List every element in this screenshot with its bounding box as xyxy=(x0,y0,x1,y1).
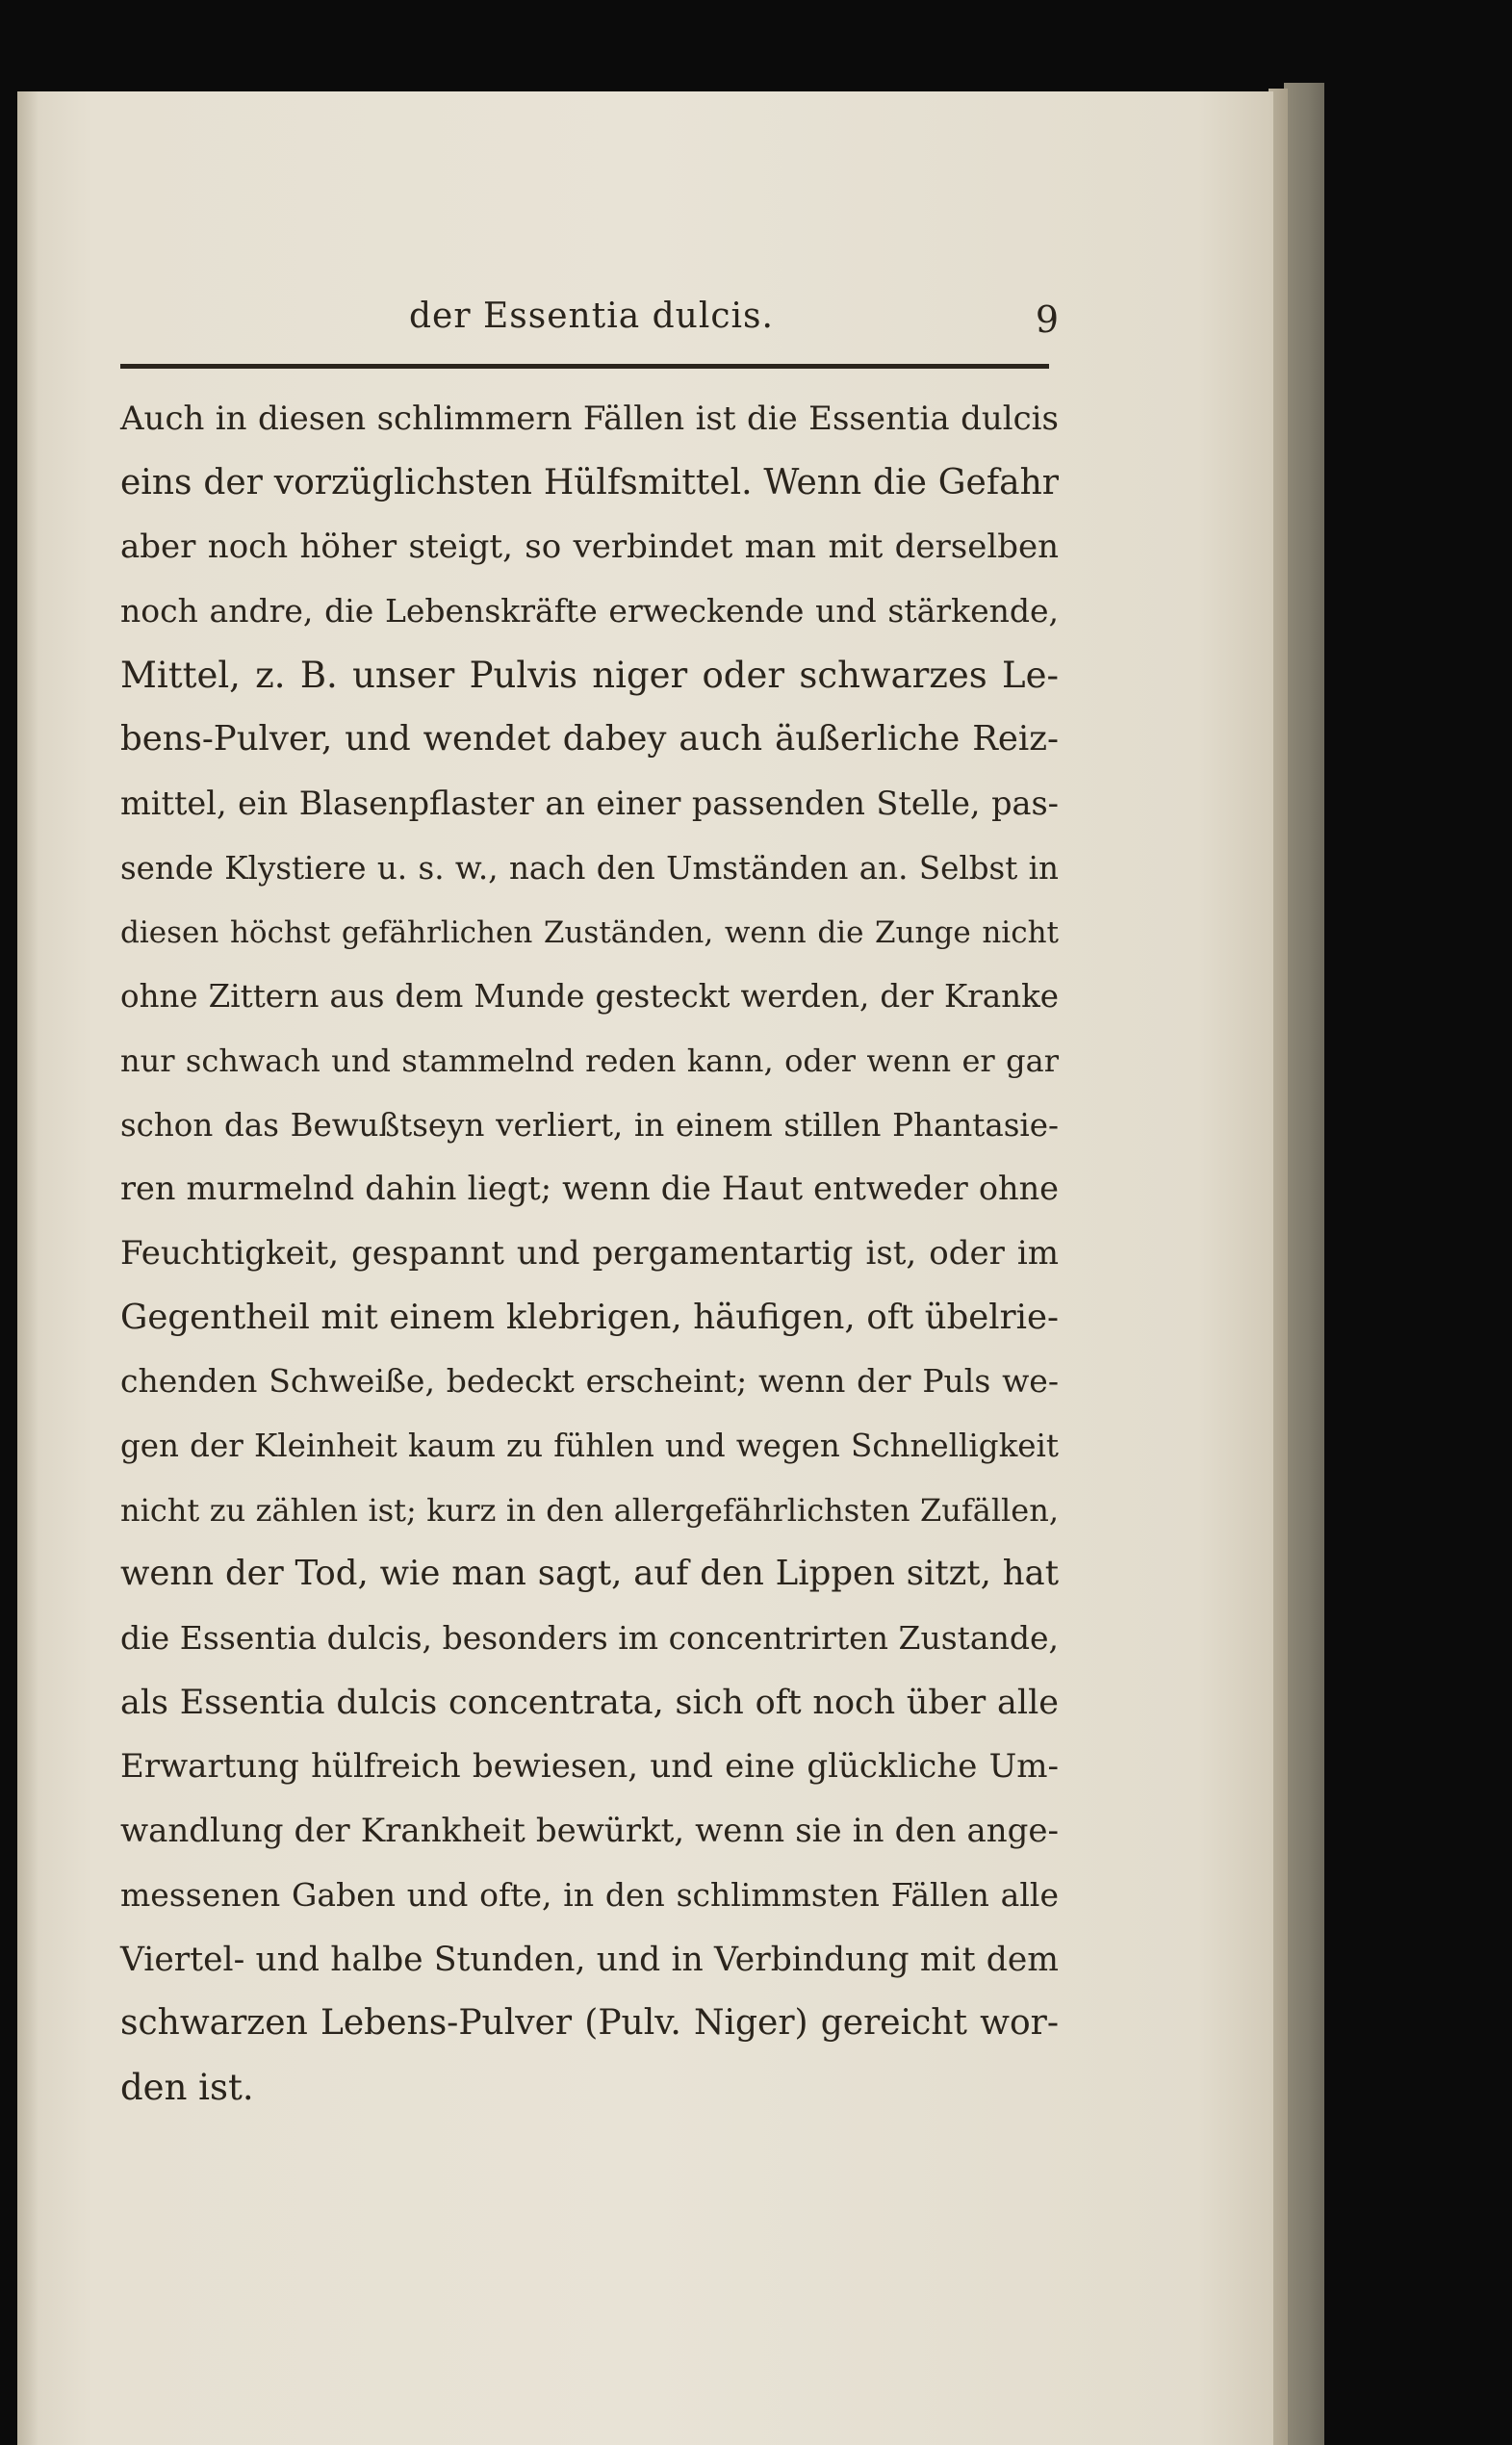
text-line: wenn der Tod, wie man sagt, auf den Lippen sitzt, hat xyxy=(120,1554,1059,1594)
text-line: eins der vorzüglichsten Hülfsmittel. Wenn die Gefahr xyxy=(120,462,1059,502)
text-line: Viertel- und halbe Stunden, und in Verbindung mit dem xyxy=(120,1940,1059,1979)
text-line: mittel, ein Blasenpflaster an einer passenden Stelle, pas- xyxy=(120,785,1059,823)
text-line: ren murmelnd dahin liegt; wenn die Haut entweder ohne xyxy=(120,1170,1059,1208)
text-line: Auch in diesen schlimmern Fällen ist die Essentia dulcis xyxy=(120,399,1059,438)
text-line: nur schwach und stammelnd reden kann, oder wenn er gar xyxy=(120,1042,1059,1079)
text-line: diesen höchst gefährlichen Zuständen, wenn die Zunge nicht xyxy=(120,914,1059,950)
text-line: Gegentheil mit einem klebrigen, häufigen, oft übelrie- xyxy=(120,1297,1059,1337)
text-line: schon das Bewußtseyn verliert, in einem stillen Phantasie- xyxy=(120,1106,1059,1144)
text-line: Feuchtigkeit, gespannt und pergamentartig ist, oder im xyxy=(120,1233,1059,1273)
text-line: ohne Zittern aus dem Munde gesteckt werden, der Kranke xyxy=(120,978,1059,1016)
text-line: wandlung der Krankheit bewürkt, wenn sie in den ange- xyxy=(120,1812,1059,1851)
text-line: noch andre, die Lebenskräfte erweckende und stärkende, xyxy=(120,592,1059,631)
text-line: als Essentia dulcis concentrata, sich oft noch über alle xyxy=(120,1683,1059,1722)
text-line: messenen Gaben und ofte, in den schlimmsten Fällen alle xyxy=(120,1875,1059,1914)
page-number: 9 xyxy=(1035,298,1059,341)
running-head: der Essentia dulcis. xyxy=(409,296,774,336)
text-line: nicht zu zählen ist; kurz in den allergefährlichsten Zufällen, xyxy=(120,1491,1059,1529)
text-line: die Essentia dulcis, besonders im concentrirten Zustande, xyxy=(120,1619,1059,1658)
text-line: den ist. xyxy=(120,2066,254,2108)
text-line: schwarzen Lebens-Pulver (Pulv. Niger) gereicht wor- xyxy=(120,2003,1059,2044)
text-line: sende Klystiere u. s. w., nach den Umständen an. Selbst in xyxy=(120,849,1059,887)
text-line: gen der Kleinheit kaum zu fühlen und wegen Schnelligkeit xyxy=(120,1428,1059,1464)
text-line: aber noch höher steigt, so verbindet man mit derselben xyxy=(120,528,1059,567)
page-gutter xyxy=(17,91,38,2445)
book-cover-edge xyxy=(1284,83,1324,2445)
text-line: bens-Pulver, und wendet dabey auch äußerliche Reiz- xyxy=(120,719,1059,759)
text-line: Erwartung hülfreich bewiesen, und eine glückliche Um- xyxy=(120,1747,1059,1787)
text-line: chenden Schweiße, bedeckt erscheint; wenn der Puls we- xyxy=(120,1362,1059,1401)
text-line: Mittel, z. B. unser Pulvis niger oder schwarzes Le- xyxy=(120,654,1059,696)
body-text xyxy=(120,387,1059,2121)
header-rule xyxy=(120,364,1049,369)
page-header xyxy=(120,289,1059,347)
